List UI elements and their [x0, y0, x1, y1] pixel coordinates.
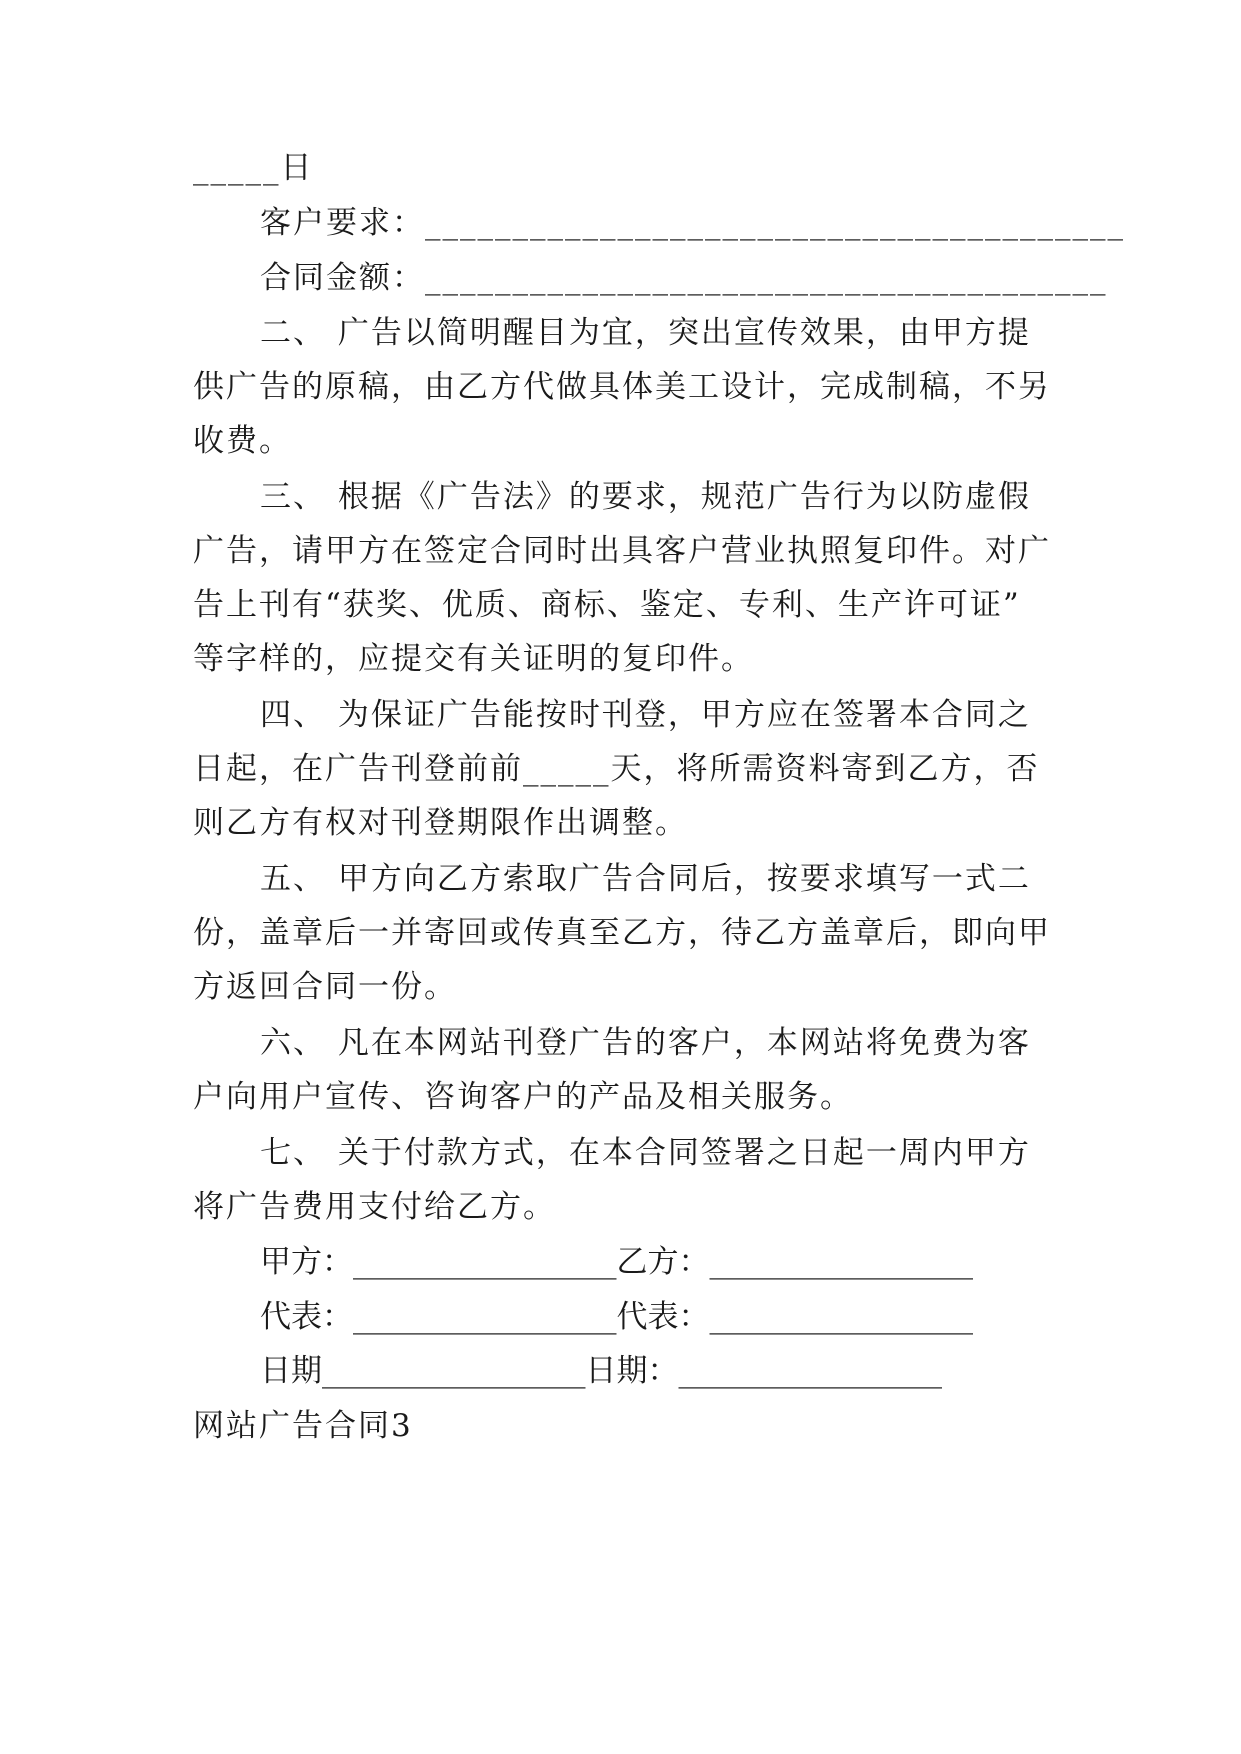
clause-3-line-2: 广告，请甲方在签定合同时出具客户营业执照复印件。对广: [193, 533, 1051, 569]
clause-6-line-2: 户向用户宣传、咨询客户的产品及相关服务。: [193, 1079, 853, 1115]
clause-5-line-1: 五、 甲方向乙方索取广告合同后，按要求填写一式二: [260, 861, 1031, 897]
clause-4-line-3: 则乙方有权对刊登期限作出调整。: [193, 805, 688, 841]
clause-3-line-3: 告上刊有“获奖、优质、商标、鉴定、专利、生产许可证”: [193, 587, 1021, 623]
clause-2-line-2: 供广告的原稿，由乙方代做具体美工设计，完成制稿，不另: [193, 369, 1051, 405]
next-section-title: 网站广告合同3: [193, 1408, 413, 1444]
clause-2-line-1: 二、 广告以简明醒目为宜，突出宣传效果，由甲方提: [260, 315, 1031, 351]
clause-7-line-2: 将广告费用支付给乙方。: [193, 1189, 556, 1225]
clause-5-line-3: 方返回合同一份。: [193, 969, 457, 1005]
clause-5-line-2: 份，盖章后一并寄回或传真至乙方，待乙方盖章后，即向甲: [193, 915, 1051, 951]
customer-requirement-line: 客户要求：________________________________________: [260, 205, 1125, 241]
signature-date-line: 日期_________________日期：_________________: [260, 1353, 942, 1389]
clause-3-line-4: 等字样的，应提交有关证明的复印件。: [193, 641, 754, 677]
clause-4-line-2: 日起，在广告刊登前前_____天，将所需资料寄到乙方，否: [193, 751, 1040, 787]
date-day-line: _____日: [193, 150, 314, 186]
clause-3-line-1: 三、 根据《广告法》的要求，规范广告行为以防虚假: [260, 479, 1031, 515]
clause-6-line-1: 六、 凡在本网站刊登广告的客户，本网站将免费为客: [260, 1025, 1031, 1061]
contract-amount-line: 合同金额：_______________________________________: [260, 260, 1108, 296]
party-a-b-signature-line: 甲方：_________________乙方：_________________: [260, 1244, 973, 1280]
clause-4-line-1: 四、 为保证广告能按时刊登，甲方应在签署本合同之: [260, 697, 1031, 733]
clause-2-line-3: 收费。: [193, 423, 292, 459]
clause-7-line-1: 七、 关于付款方式，在本合同签署之日起一周内甲方: [260, 1135, 1031, 1171]
representative-signature-line: 代表：_________________代表：_________________: [260, 1299, 973, 1335]
